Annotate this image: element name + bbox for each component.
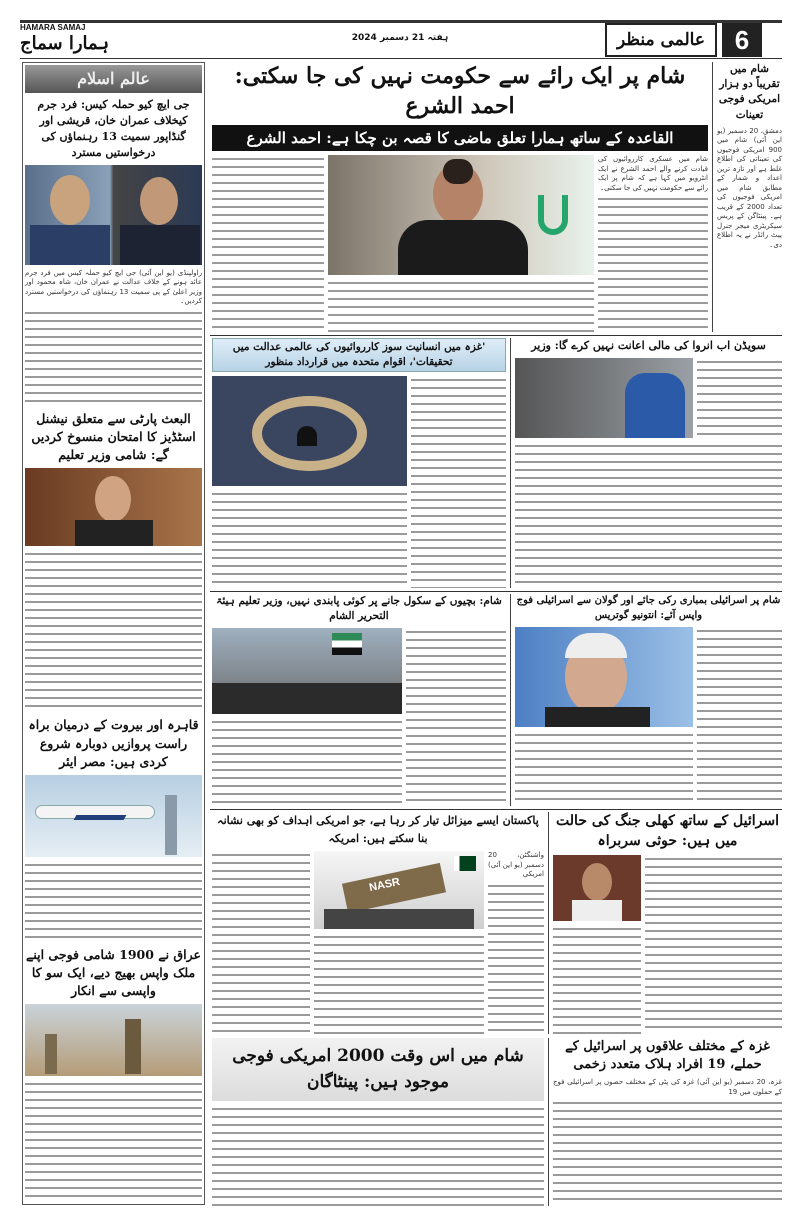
main-story-body bbox=[328, 279, 594, 332]
photo-school-girls bbox=[212, 628, 402, 714]
band-rule bbox=[210, 809, 782, 810]
story-body bbox=[515, 442, 782, 588]
story-body bbox=[212, 718, 402, 806]
story-headline: شام پر اسرائیلی بمباری رکی جائے اور گولان سے اسرائیلی فوج واپس آئے: انتونیو گوتریس bbox=[516, 595, 781, 621]
story-body bbox=[212, 490, 407, 588]
story-body bbox=[212, 851, 310, 1034]
main-story-body: شام میں عسکری کارروائیوں کی قیادت کرنے والے احمد الشرع نے ایک انٹرویو میں کہا ہے کہ شام پر ایک رائے سے حکومت نہیں کی جا سکتی۔ bbox=[598, 155, 708, 332]
story-body bbox=[314, 933, 484, 1034]
story-headline: شام میں اس وقت 2000 امریکی فوجی موجود ہیں: پینٹاگان bbox=[212, 1038, 544, 1101]
photo-houthi-leader bbox=[553, 855, 641, 921]
story-headline: اسرائیل کے ساتھ کھلی جنگ کی حالت میں ہیں: حوثی سربراہ bbox=[556, 813, 779, 849]
story-body bbox=[25, 861, 202, 942]
story-headline: جی ایچ کیو حملہ کیس: فرد جرم کیخلاف عمران خان، قریشی اور گنڈاپور سمیت 13 رہنماؤں کی درخواستیں مسترد bbox=[37, 98, 190, 159]
main-headline: شام پر ایک رائے سے حکومت نہیں کی جا سکتی: احمد الشرع bbox=[234, 63, 686, 119]
story-body: دمشق، 20 دسمبر (یو این آئی) شام میں 900 امریکی فوجیوں کی تعیناتی کی اطلاع غلط ہے اور تازہ ترین اعداد و شمار کے مطابق شام میں امریکی فوجیوں کی تعداد 2000 کے قریب ہے۔ پینٹاگن کے پریس سیکریٹری میجر جنرل پیٹ رائڈر نے یہ اطلاع دی۔ bbox=[717, 126, 782, 249]
logo-urdu: ہمارا سماج bbox=[20, 33, 109, 54]
story-body bbox=[212, 1105, 544, 1206]
band-2 bbox=[212, 338, 782, 588]
section-title: عالمی منظر bbox=[605, 23, 717, 57]
newspaper-logo bbox=[20, 23, 190, 57]
story-body bbox=[515, 731, 693, 806]
story-headline: شام میں تقریباً دو ہزار امریکی فوجی تعینات bbox=[718, 63, 781, 121]
band-4 bbox=[212, 812, 782, 1034]
story-body: غزہ، 20 دسمبر (یو این آئی) غزہ کی پٹی کے مختلف حصوں پر اسرائیلی فوج کے حملوں میں 19 bbox=[553, 1078, 782, 1206]
band-5 bbox=[212, 1038, 782, 1206]
story-headline: سویڈن اب انروا کی مالی اعانت نہیں کرے گا: وزیر bbox=[531, 339, 766, 352]
header-rule bbox=[20, 58, 782, 59]
photo-unrwa-worker bbox=[515, 358, 693, 438]
story-body: راولپنڈی (یو این آئی) جی ایچ کیو حملہ کیس میں فرد جرم عائد ہونے کے خلاف عدالت نے عمران خان، شاہ محمود اور وزیر اعلیٰ کے پی سمیت 13 رہنماؤں کی درخواستیں مسترد کردیں۔ bbox=[25, 269, 202, 406]
story-headline: شام: بچیوں کے سکول جانے پر کوئی پابندی نہیں، وزیر تعلیم ہیئۃ التحریر الشام bbox=[216, 595, 502, 623]
band-rule bbox=[210, 591, 782, 592]
story-headline: غزہ کے مختلف علاقوں پر اسرائیل کے حملے، 19 افراد ہلاک متعدد زخمی bbox=[565, 1039, 770, 1073]
photo-nasr-missile bbox=[314, 851, 484, 929]
story-body bbox=[553, 925, 641, 1034]
photo-antonio-guterres bbox=[515, 627, 693, 727]
photo-politicians bbox=[25, 165, 202, 265]
photo-egyptair-plane bbox=[25, 775, 202, 857]
story-body: واشنگٹن، 20 دسمبر (یو این آئی) امریکی bbox=[488, 851, 544, 1034]
story-body bbox=[697, 358, 782, 438]
story-headline: عراق نے 1900 شامی فوجی اپنے ملک واپس بھیج دیے، ایک سو کا واپسی سے انکار bbox=[26, 946, 201, 999]
photo-education-minister bbox=[25, 468, 202, 546]
story-body bbox=[25, 550, 202, 712]
logo-english: HAMARA SAMAJ bbox=[20, 23, 86, 32]
main-story-body bbox=[212, 155, 324, 332]
band-rule bbox=[210, 335, 782, 336]
story-body bbox=[697, 627, 782, 806]
story-headline: پاکستان ایسے میزائل تیار کر رہا ہے، جو امریکی اہداف کو بھی نشانہ بنا سکتے ہیں: امریکہ bbox=[217, 814, 539, 845]
story-headline: قاہرہ اور بیروت کے درمیان براہ راست پروازیں دوبارہ شروع کردی ہیں: مصر ایئر bbox=[28, 717, 199, 769]
photo-ahmed-al-sharaa bbox=[328, 155, 594, 275]
page-number: 6 bbox=[722, 23, 762, 57]
photo-un-general-assembly bbox=[212, 376, 407, 486]
story-headline: البعث پارٹی سے متعلق نیشنل اسٹڈیز کا امتحان منسوخ کردیں گے: شامی وزیر تعلیم bbox=[31, 410, 196, 463]
alam-e-islam-banner: عالم اسلام bbox=[25, 65, 202, 93]
story-headline: 'غزہ میں انسانیت سوز کارروائیوں کی عالمی عدالت میں تحقیقات'، اقوام متحدہ میں قرارداد منظور bbox=[212, 338, 506, 372]
right-column bbox=[712, 62, 782, 332]
story-body bbox=[411, 376, 506, 588]
main-story bbox=[212, 62, 708, 332]
left-column-frame bbox=[22, 62, 205, 1205]
story-body bbox=[406, 628, 506, 806]
photo-soldiers bbox=[25, 1004, 202, 1076]
issue-date: ہفتہ 21 دسمبر 2024 bbox=[351, 33, 449, 43]
story-body bbox=[25, 1080, 202, 1202]
missile-label: NASR bbox=[368, 876, 402, 895]
band-3 bbox=[212, 594, 782, 806]
main-subheadline: القاعدہ کے ساتھ ہمارا تعلق ماضی کا قصہ بن چکا ہے: احمد الشرع bbox=[212, 125, 708, 151]
story-body bbox=[645, 855, 782, 1034]
